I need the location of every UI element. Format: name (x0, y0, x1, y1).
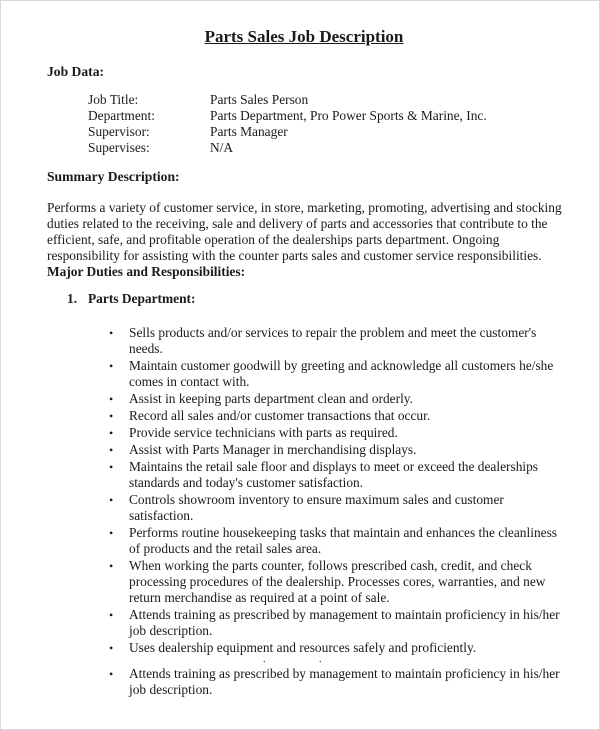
duty-text-line: needs. (129, 341, 163, 356)
duty-text-line: processing procedures of the dealership. Processes cores, warranties, and new (129, 574, 546, 589)
job-data-label: Supervisor: (88, 124, 150, 139)
document-title: Parts Sales Job Description (204, 27, 404, 46)
duty-item (109, 459, 560, 491)
duty-item (109, 391, 560, 407)
duty-text-line: Record all sales and/or customer transactions that occur. (129, 408, 431, 423)
summary-line: efficient, safe, and profitable operation of the dealerships parts department. Ongoing (47, 232, 500, 247)
job-data-label: Job Title: (88, 92, 139, 107)
stray-mark: . (263, 654, 266, 665)
job-data-value: N/A (210, 140, 234, 155)
duty-item (109, 525, 560, 557)
duty-text-line: Maintain customer goodwill by greeting and acknowledge all customers he/she (129, 358, 554, 373)
duty-text-line: Attends training as prescribed by management to maintain proficiency in his/her (129, 666, 560, 681)
duty-item (109, 408, 560, 424)
duty-text-line: Performs routine housekeeping tasks that maintain and enhances the cleanliness (129, 525, 558, 540)
duty-item (109, 492, 560, 524)
section-title: Parts Department: (88, 291, 196, 306)
bullet-icon: • (109, 326, 114, 340)
section-number: 1. (67, 291, 78, 306)
duty-text-line: Sells products and/or services to repair the problem and meet the customer's (129, 325, 537, 340)
bullet-icon: • (109, 559, 114, 573)
job-data-label: Supervises: (88, 140, 150, 155)
stray-mark: . (319, 654, 322, 665)
bullet-icon: • (109, 392, 114, 406)
duty-text-line: of products and the retail sales area. (129, 541, 322, 556)
bullet-icon: • (109, 443, 114, 457)
duty-item (109, 325, 560, 357)
job-data-table (88, 92, 487, 156)
bullet-icon: • (109, 667, 114, 681)
duty-item (109, 558, 560, 606)
job-data-value: Parts Manager (210, 124, 288, 139)
duty-text-line: job description. (129, 623, 213, 638)
job-data-row (88, 124, 487, 140)
duty-text-line: Uses dealership equipment and resources safely and proficiently. (129, 640, 477, 655)
bullet-icon: • (109, 359, 114, 373)
bullet-icon: • (109, 493, 114, 507)
summary-heading: Summary Description: (47, 169, 180, 184)
summary-paragraph (47, 200, 562, 280)
summary-line: responsibility for assisting with the counter parts sales and customer service responsibilities. (47, 248, 542, 263)
duty-item (109, 640, 560, 656)
job-data-value: Parts Sales Person (210, 92, 309, 107)
summary-line: Performs a variety of customer service, in store, marketing, promoting, advertising and stocking (47, 200, 562, 215)
section-heading (67, 291, 195, 307)
duties-list (109, 325, 560, 699)
duty-text-line: job description. (129, 682, 213, 697)
bullet-icon: • (109, 608, 114, 622)
duty-text-line: When working the parts counter, follows prescribed cash, credit, and check (129, 558, 532, 573)
job-data-row (88, 92, 487, 108)
duty-item (109, 358, 560, 390)
job-data-row (88, 108, 487, 124)
duty-text-line: Attends training as prescribed by management to maintain proficiency in his/her (129, 607, 560, 622)
duty-text-line: satisfaction. (129, 508, 194, 523)
duty-text-line: Provide service technicians with parts as required. (129, 425, 398, 440)
job-data-heading: Job Data: (47, 64, 105, 79)
bullet-icon: • (109, 526, 114, 540)
bullet-icon: • (109, 460, 114, 474)
duty-text-line: standards and today's customer satisfaction. (129, 475, 364, 490)
duty-text-line: return merchandise as required at a point of sale. (129, 590, 390, 605)
duty-text-line: comes in contact with. (129, 374, 250, 389)
summary-line: duties related to the receiving, sale and delivery of parts and accessories that contribute to the (47, 216, 548, 231)
duty-item (109, 607, 560, 639)
job-data-row (88, 140, 487, 156)
duty-item (109, 442, 560, 458)
duty-item (109, 666, 560, 698)
bullet-icon: • (109, 426, 114, 440)
bullet-icon: • (109, 641, 114, 655)
duty-text-line: Assist with Parts Manager in merchandising displays. (129, 442, 417, 457)
duties-heading: Major Duties and Responsibilities: (47, 264, 246, 279)
duty-item (109, 425, 560, 441)
job-data-value: Parts Department, Pro Power Sports & Marine, Inc. (210, 108, 487, 123)
bullet-icon: • (109, 409, 114, 423)
duty-text-line: Controls showroom inventory to ensure maximum sales and customer (129, 492, 504, 507)
job-data-label: Department: (88, 108, 155, 123)
duty-text-line: Maintains the retail sale floor and displays to meet or exceed the dealerships (129, 459, 539, 474)
duty-text-line: Assist in keeping parts department clean and orderly. (129, 391, 413, 406)
